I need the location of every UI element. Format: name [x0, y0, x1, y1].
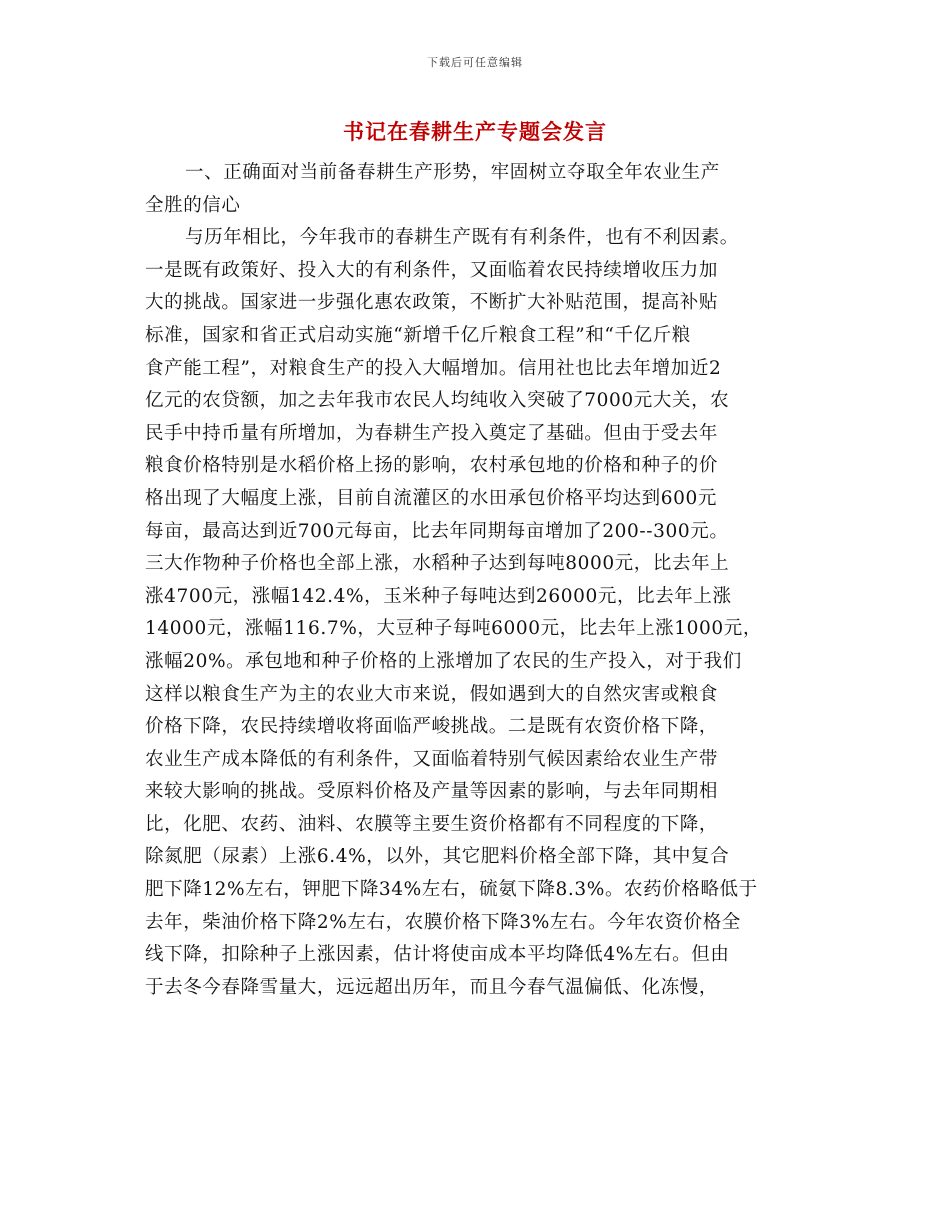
body-line: 除氮肥（尿素）上涨6.4%，以外，其它肥料价格全部下降，其中复合 — [145, 846, 730, 868]
document-body — [145, 157, 815, 1004]
body-line: 格出现了大幅度上涨，目前自流灌区的水田承包价格平均达到600元 — [145, 487, 717, 509]
body-line: 三大作物种子价格也全部上涨，水稻种子达到每吨8000元，比去年上 — [145, 553, 730, 575]
body-line: 涨4700元，涨幅142.4%，玉米种子每吨达到26000元，比去年上涨 — [145, 585, 732, 607]
body-line: 去年，柴油价格下降2%左右，农膜价格下降3%左右。今年农资价格全 — [145, 911, 741, 933]
page-header-note: 下载后可任意编辑 — [427, 56, 523, 69]
body-line: 比，化肥、农药、油料、农膜等主要生资价格都有不同程度的下降， — [145, 813, 719, 835]
body-line: 大的挑战。国家进一步强化惠农政策，不断扩大补贴范围，提高补贴 — [145, 292, 719, 314]
body-line: 肥下降12%左右，钾肥下降34%左右，硫氨下降8.3%。农药价格略低于 — [145, 879, 758, 901]
body-line: 价格下降，农民持续增收将面临严峻挑战。二是既有农资价格下降， — [145, 716, 719, 738]
body-line: 每亩，最高达到近700元每亩，比去年同期每亩增加了200--300元。 — [145, 520, 729, 542]
body-line: 来较大影响的挑战。受原料价格及产量等因素的影响，与去年同期相 — [145, 781, 719, 803]
body-line: 粮食价格特别是水稻价格上扬的影响，农村承包地的价格和种子的价 — [145, 455, 719, 477]
body-line: 涨幅20%。承包地和种子价格的上涨增加了农民的生产投入，对于我们 — [145, 650, 742, 672]
body-line: 农业生产成本降低的有利条件，又面临着特别气候因素给农业生产带 — [145, 748, 719, 770]
body-line: 一是既有政策好、投入大的有利条件，又面临着农民持续增收压力加 — [145, 259, 719, 281]
body-line: 14000元，涨幅116.7%，大豆种子每吨6000元，比去年上涨1000元， — [145, 618, 762, 640]
body-line: 民手中持币量有所增加，为春耕生产投入奠定了基础。但由于受去年 — [145, 422, 719, 444]
body-line: 与历年相比，今年我市的春耕生产既有有利条件，也有不利因素。 — [185, 227, 739, 249]
body-line: 标准，国家和省正式启动实施“新增千亿斤粮食工程”和“千亿斤粮 — [145, 324, 691, 346]
body-line: 一、正确面对当前备春耕生产形势，牢固树立夺取全年农业生产 — [185, 162, 720, 183]
body-line: 食产能工程”，对粮食生产的投入大幅增加。信用社也比去年增加近2 — [145, 357, 722, 379]
document-title: 书记在春耕生产专题会发言 — [343, 119, 607, 144]
body-line: 全胜的信心 — [145, 194, 241, 216]
body-line: 这样以粮食生产为主的农业大市来说，假如遇到大的自然灾害或粮食 — [145, 683, 719, 705]
body-line: 亿元的农贷额，加之去年我市农民人均纯收入突破了7000元大关，农 — [145, 390, 730, 412]
body-line: 于去冬今春降雪量大，远远超出历年，而且今春气温偏低、化冻慢， — [145, 976, 719, 998]
body-line: 线下降，扣除种子上涨因素，估计将使亩成本平均降低4%左右。但由 — [145, 944, 730, 966]
